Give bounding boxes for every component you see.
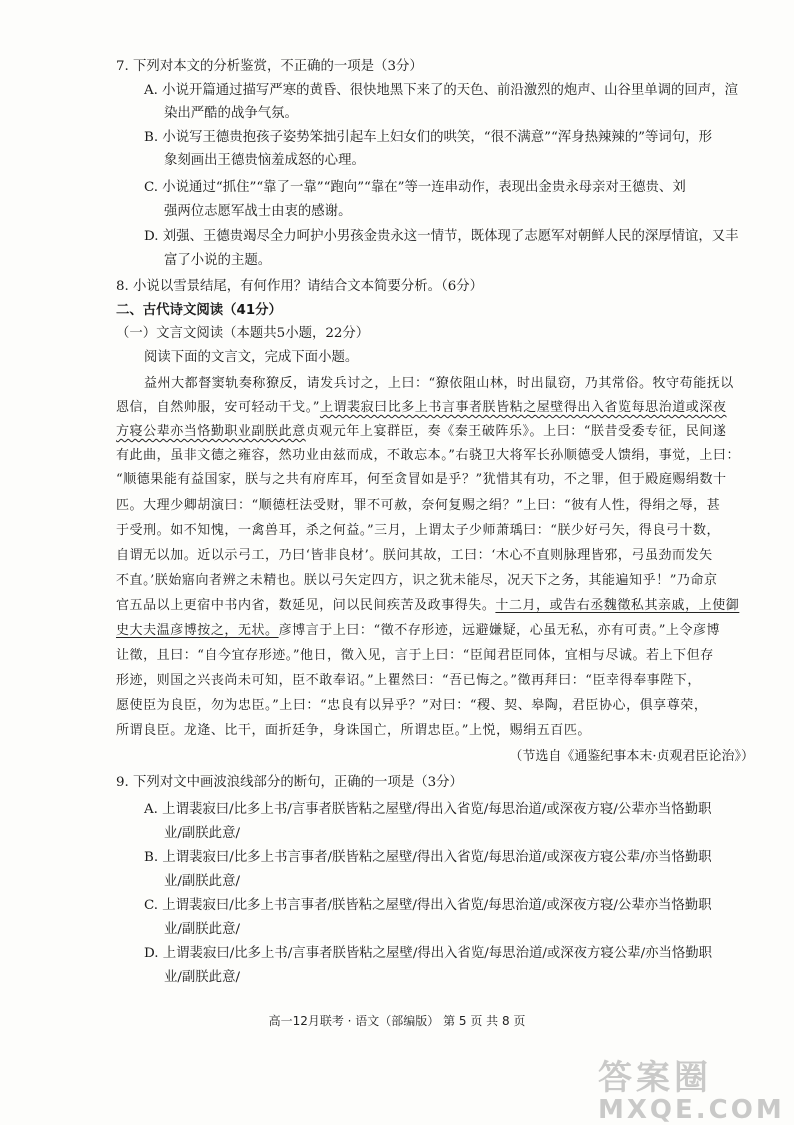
q7-option-d-cont: 富了小说的主题。 [164, 253, 272, 268]
passage-line: 恩信，自然帅服，安可轻动干戈。”上谓裴寂曰比多上书言事者朕皆粘之屋壁得出入省览每思治道或深夜 [116, 400, 727, 415]
q9-option-c: C. 上谓裴寂曰/比多上书言事者/朕皆粘之屋壁/得出入省览/每思治道/或深夜方寝/公辈亦当恪勤职 [144, 898, 712, 913]
passage-line: 于受刑。如不知愧，一禽兽耳，杀之何益。”三月，上谓太子少师萧瑀曰：“朕少好弓矢，得良弓十数， [116, 523, 721, 538]
q7-option-b-cont: 象刻画出王德贵恼羞成怒的心理。 [164, 153, 365, 168]
passage-line: 官五品以上更宿中书内省，数延见，问以民间疾苦及政事得失。十二月，或告右丞魏徵私其亲戚，上使御 [116, 598, 740, 613]
passage-line: 所谓良臣。龙逄、比干，面折廷争，身诛国亡，所谓忠臣。”上悦，赐绢五百匹。 [116, 723, 591, 738]
passage-line: 形迹，则国之兴丧尚未可知，臣不敢奉诏。”上瞿然曰：“吾已悔之。”徵再拜曰：“臣幸得奉事陛下， [116, 673, 701, 688]
q7-option-c: C. 小说通过“抓住”“靠了一靠”“跑向”“靠在”等一连串动作，表现出金贵永母亲对王德贵、刘 [144, 180, 686, 195]
straight-underline: 史大夫温彦博按之，无状。 [116, 623, 279, 638]
q7-option-d: D. 刘强、王德贵竭尽全力呵护小男孩金贵永这一情节，既体现了志愿军对朝鲜人民的深厚情谊，又丰 [144, 229, 739, 244]
page-footer: 高一12月联考 · 语文（部编版） 第 5 页 共 8 页 [268, 1014, 526, 1028]
wavy-underline: 方寝公辈亦当恪勤职业副朕此意 [116, 424, 306, 439]
q8-stem: 8. 小说以雪景结尾，有何作用？请结合文本简要分析。（6分） [116, 279, 484, 294]
passage-line: 方寝公辈亦当恪勤职业副朕此意贞观元年上宴群臣，奏《秦王破阵乐》。上曰：“朕昔受委专征，民间遂 [116, 424, 727, 439]
q9-option-c-cont: 业/副朕此意/ [164, 922, 240, 937]
q9-option-a: A. 上谓裴寂曰/比多上书/言事者朕皆粘之屋壁/得出入省览/每思治道/或深夜方寝/公辈亦当恪勤职 [144, 802, 712, 817]
q7-option-a: A. 小说开篇通过描写严寒的黄昏、很快地黑下来了的天色、前沿激烈的炮声、山谷里单调的回声，渲 [144, 83, 738, 98]
q9-option-d-cont: 业/副朕此意/ [164, 970, 240, 985]
wavy-underline: 上谓裴寂曰比多上书言事者朕皆粘之屋壁得出入省览每思治道或深夜 [319, 400, 727, 415]
passage-line: 史大夫温彦博按之，无状。彦博言于上曰：“徵不存形迹，远避嫌疑，心虽无私，亦有可责。”上令彦博 [116, 623, 721, 638]
watermark-logo [598, 1050, 788, 1125]
passage-line: 益州大都督窦轨奏称獠反，请发兵讨之，上曰：“獠依阻山林，时出鼠窃，乃其常俗。牧守苟能抚以 [144, 376, 734, 391]
passage-line: 不直。’朕始寤向者辨之未精也。朕以弓矢定四方，识之犹未能尽，况天下之务，其能遍知乎！”乃命京 [116, 573, 718, 588]
watermark-logo-text: 答案圈 [598, 1058, 712, 1098]
passage-source: （节选自《通鉴纪事本末·贞观君臣论治》） [509, 749, 754, 764]
watermark-logo-url: MXQE.COM [598, 1095, 785, 1125]
passage-line: 让徵，且曰：“自今宜存形迹。”他日，徵入见，言于上曰：“臣闻君臣同体，宜相与尽诚。若上下但存 [116, 648, 714, 663]
q9-option-d: D. 上谓裴寂曰/比多上书/言事者朕皆粘之屋壁/得出入省览/每思治道/或深夜方寝公辈/亦当恪勤职 [144, 946, 713, 961]
reading-instruction: 阅读下面的文言文，完成下面小题。 [144, 350, 359, 365]
section-title: 二、古代诗文阅读（41分） [116, 303, 282, 318]
passage-line: 匹。大理少卿胡演曰：“顺德枉法受财，罪不可赦，奈何复赐之绢？”上曰：“彼有人性，得绢之辱，甚 [116, 498, 721, 513]
straight-underline: 十二月，或告右丞魏徵私其亲戚，上使御 [495, 598, 740, 613]
passage-line: 有此曲，虽非文德之雍容，然功业由兹而成，不敢忘本。”右骁卫大将军长孙顺德受人馈绢，事觉，上曰： [116, 448, 740, 463]
passage-line: 自谓无以加。近以示弓工，乃曰‘皆非良材’。朕问其故，工曰：‘木心不直则脉理皆邪，弓虽劲而发矢 [116, 548, 713, 563]
q9-option-b: B. 上谓裴寂曰/比多上书言事者/朕皆粘之屋壁/得出入省览/每思治道/或深夜方寝公辈/亦当恪勤职 [144, 850, 712, 865]
q7-option-c-cont: 强两位志愿军战士由衷的感谢。 [164, 204, 352, 219]
q7-option-b: B. 小说写王德贵抱孩子姿势笨拙引起车上妇女们的哄笑，“很不满意”“浑身热辣辣的”等词句，形 [144, 130, 712, 145]
passage-line: “顺德果能有益国家，朕与之共有府库耳，何至贪冒如是乎？”犹惜其有功，不之罪，但于殿庭赐绢数十 [116, 472, 727, 487]
q9-option-a-cont: 业/副朕此意/ [164, 826, 240, 841]
q7-option-a-cont: 染出严酷的战争气氛。 [164, 106, 298, 121]
q9-stem: 9. 下列对文中画波浪线部分的断句，正确的一项是（3分） [116, 775, 463, 790]
passage-line: 愿使臣为良臣，勿为忠臣。”上曰：“忠良有以异乎？”对曰：“稷、契、皋陶，君臣协心，俱享尊荣， [116, 698, 708, 713]
q9-option-b-cont: 业/副朕此意/ [164, 874, 240, 889]
q7-stem: 7. 下列对本文的分析鉴赏，不正确的一项是（3分） [116, 59, 423, 74]
subsection-title: （一）文言文阅读（本题共5小题，22分） [116, 326, 370, 341]
